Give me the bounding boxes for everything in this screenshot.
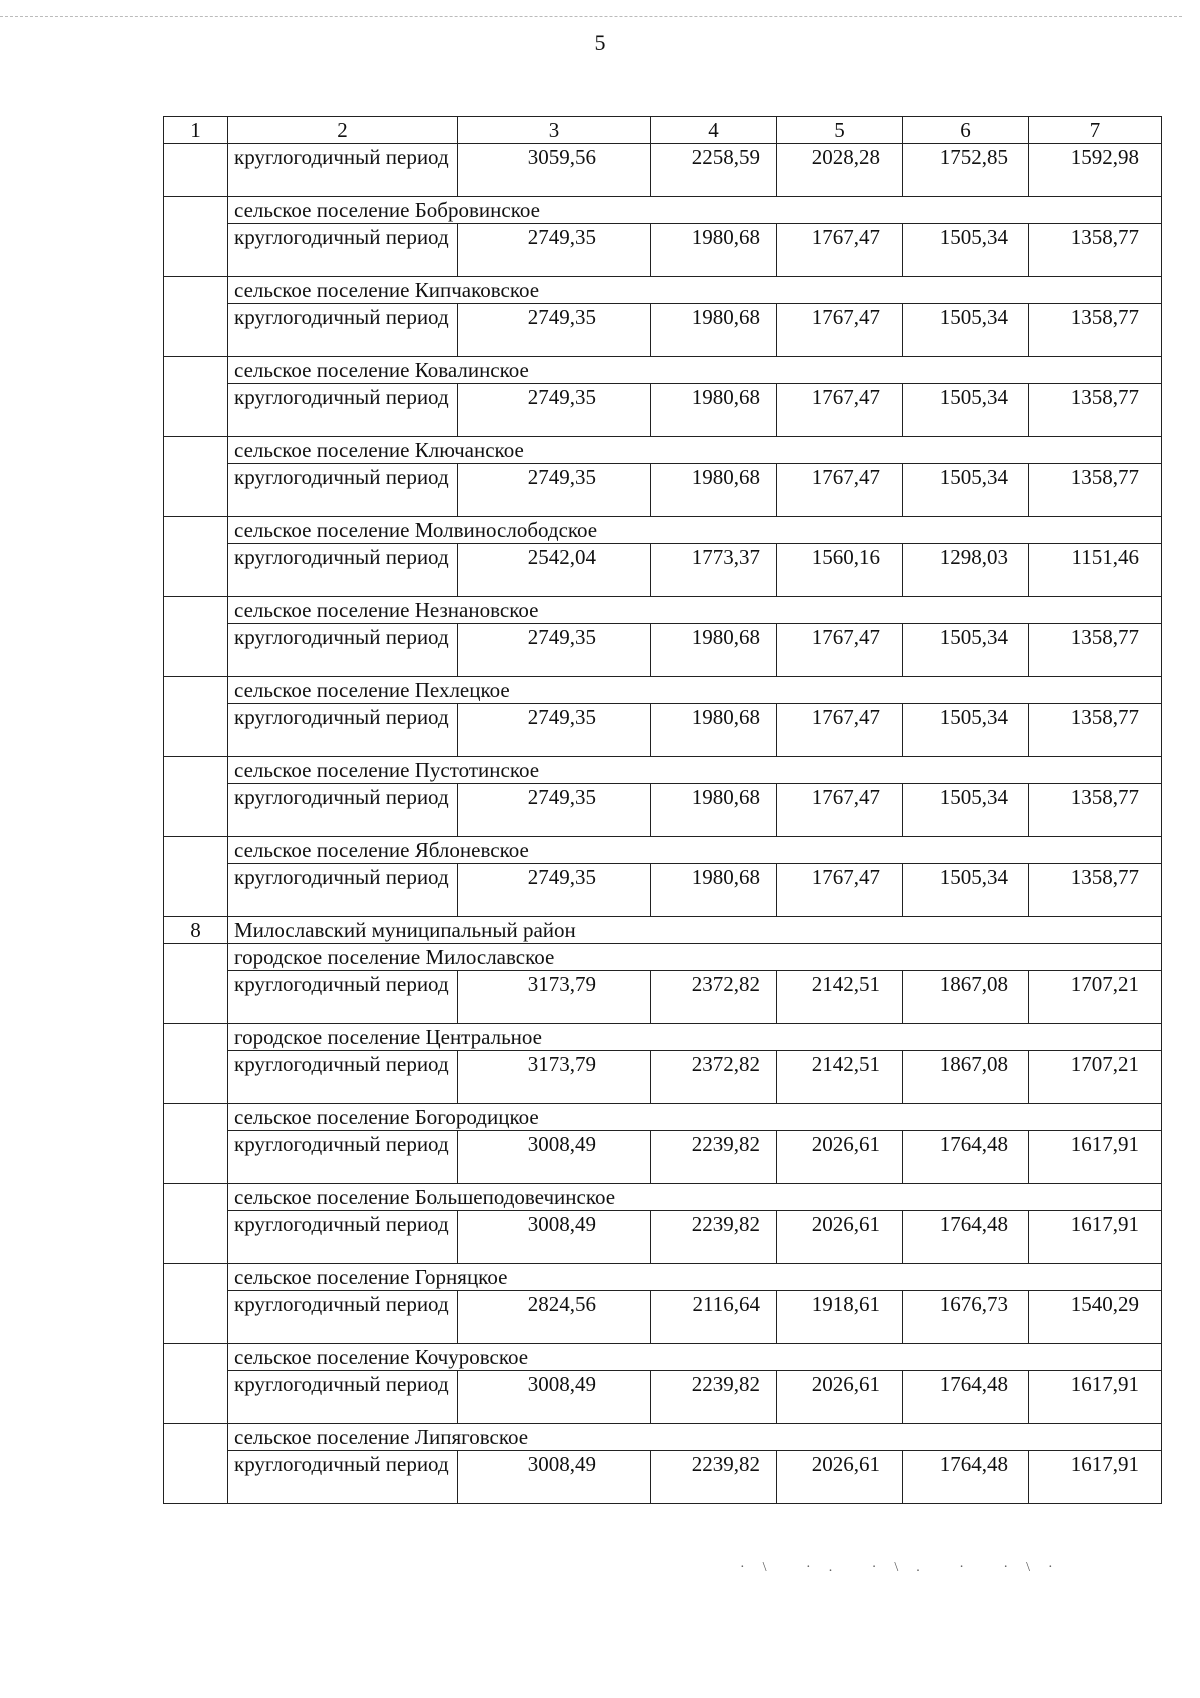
settlement-row — [164, 597, 1162, 624]
index-cell — [164, 277, 228, 357]
index-cell — [164, 1424, 228, 1504]
period-label: круглогодичный период — [228, 624, 458, 677]
value-cell: 1764,48 — [903, 1371, 1029, 1424]
value-cell: 1358,77 — [1029, 384, 1162, 437]
index-cell — [164, 1184, 228, 1264]
settlement-row — [164, 437, 1162, 464]
value-cell: 1767,47 — [777, 624, 903, 677]
value-cell: 2542,04 — [458, 544, 651, 597]
value-cell: 3008,49 — [458, 1371, 651, 1424]
period-label: круглогодичный период — [228, 1291, 458, 1344]
settlement-row — [164, 1424, 1162, 1451]
settlement-row — [164, 1104, 1162, 1131]
index-cell — [164, 837, 228, 917]
period-label: круглогодичный период — [228, 384, 458, 437]
value-cell: 2142,51 — [777, 1051, 903, 1104]
table-row — [164, 784, 1162, 837]
value-cell: 1867,08 — [903, 1051, 1029, 1104]
value-cell: 1617,91 — [1029, 1451, 1162, 1504]
value-cell: 1707,21 — [1029, 971, 1162, 1024]
header-cell: 2 — [228, 117, 458, 144]
value-cell: 1707,21 — [1029, 1051, 1162, 1104]
value-cell: 1980,68 — [651, 304, 777, 357]
settlement-name: сельское поселение Молвинослободское — [228, 517, 1162, 544]
district-index: 8 — [164, 917, 228, 944]
tariff-table — [163, 116, 1162, 1504]
index-cell — [164, 1024, 228, 1104]
settlement-name: сельское поселение Горняцкое — [228, 1264, 1162, 1291]
value-cell: 1358,77 — [1029, 704, 1162, 757]
value-cell: 1540,29 — [1029, 1291, 1162, 1344]
value-cell: 2026,61 — [777, 1211, 903, 1264]
settlement-name: городское поселение Милославское — [228, 944, 1162, 971]
value-cell: 1505,34 — [903, 224, 1029, 277]
table-row — [164, 1451, 1162, 1504]
table-row — [164, 1051, 1162, 1104]
value-cell: 1773,37 — [651, 544, 777, 597]
district-row — [164, 917, 1162, 944]
value-cell: 2026,61 — [777, 1371, 903, 1424]
table-row — [164, 624, 1162, 677]
table-row — [164, 971, 1162, 1024]
settlement-name: сельское поселение Кипчаковское — [228, 277, 1162, 304]
district-name: Милославский муниципальный район — [228, 917, 1162, 944]
table-row — [164, 544, 1162, 597]
table-row — [164, 144, 1162, 197]
value-cell: 2749,35 — [458, 224, 651, 277]
value-cell: 2749,35 — [458, 704, 651, 757]
settlement-row — [164, 517, 1162, 544]
value-cell: 1505,34 — [903, 464, 1029, 517]
index-cell — [164, 757, 228, 837]
value-cell: 2749,35 — [458, 864, 651, 917]
value-cell: 1767,47 — [777, 464, 903, 517]
settlement-row — [164, 677, 1162, 704]
settlement-row — [164, 357, 1162, 384]
period-label: круглогодичный период — [228, 304, 458, 357]
table-row — [164, 864, 1162, 917]
header-cell: 5 — [777, 117, 903, 144]
index-cell — [164, 437, 228, 517]
period-label: круглогодичный период — [228, 224, 458, 277]
value-cell: 1918,61 — [777, 1291, 903, 1344]
value-cell: 2239,82 — [651, 1131, 777, 1184]
value-cell: 1358,77 — [1029, 864, 1162, 917]
settlement-name: сельское поселение Пехлецкое — [228, 677, 1162, 704]
value-cell: 3008,49 — [458, 1451, 651, 1504]
value-cell: 3059,56 — [458, 144, 651, 197]
settlement-name: сельское поселение Яблоневское — [228, 837, 1162, 864]
value-cell: 3008,49 — [458, 1131, 651, 1184]
index-cell — [164, 197, 228, 277]
value-cell: 1767,47 — [777, 224, 903, 277]
period-label: круглогодичный период — [228, 784, 458, 837]
value-cell: 1505,34 — [903, 784, 1029, 837]
table-row — [164, 304, 1162, 357]
value-cell: 1980,68 — [651, 384, 777, 437]
value-cell: 1592,98 — [1029, 144, 1162, 197]
value-cell: 1298,03 — [903, 544, 1029, 597]
table-row — [164, 1211, 1162, 1264]
value-cell: 1764,48 — [903, 1211, 1029, 1264]
value-cell: 2239,82 — [651, 1451, 777, 1504]
value-cell: 1358,77 — [1029, 224, 1162, 277]
value-cell: 3173,79 — [458, 1051, 651, 1104]
table-row — [164, 464, 1162, 517]
value-cell: 1358,77 — [1029, 784, 1162, 837]
value-cell: 2372,82 — [651, 971, 777, 1024]
value-cell: 1617,91 — [1029, 1371, 1162, 1424]
period-label: круглогодичный период — [228, 1051, 458, 1104]
settlement-name: городское поселение Центральное — [228, 1024, 1162, 1051]
settlement-row — [164, 1024, 1162, 1051]
table-row — [164, 1291, 1162, 1344]
settlement-name: сельское поселение Бобровинское — [228, 197, 1162, 224]
value-cell: 2026,61 — [777, 1131, 903, 1184]
value-cell: 1764,48 — [903, 1451, 1029, 1504]
header-cell: 1 — [164, 117, 228, 144]
value-cell: 1752,85 — [903, 144, 1029, 197]
value-cell: 1767,47 — [777, 784, 903, 837]
settlement-row — [164, 1264, 1162, 1291]
settlement-row — [164, 1184, 1162, 1211]
value-cell: 2028,28 — [777, 144, 903, 197]
value-cell: 3008,49 — [458, 1211, 651, 1264]
value-cell: 1505,34 — [903, 704, 1029, 757]
index-cell — [164, 517, 228, 597]
value-cell: 2749,35 — [458, 624, 651, 677]
value-cell: 1764,48 — [903, 1131, 1029, 1184]
settlement-name: сельское поселение Липяговское — [228, 1424, 1162, 1451]
value-cell: 2372,82 — [651, 1051, 777, 1104]
value-cell: 1980,68 — [651, 864, 777, 917]
value-cell: 1980,68 — [651, 224, 777, 277]
settlement-name: сельское поселение Кочуровское — [228, 1344, 1162, 1371]
settlement-name: сельское поселение Большеподовечинское — [228, 1184, 1162, 1211]
value-cell: 2749,35 — [458, 784, 651, 837]
value-cell: 1980,68 — [651, 784, 777, 837]
period-label: круглогодичный период — [228, 1451, 458, 1504]
value-cell: 1151,46 — [1029, 544, 1162, 597]
scan-top-edge — [0, 16, 1182, 17]
settlement-name: сельское поселение Пустотинское — [228, 757, 1162, 784]
table-row — [164, 224, 1162, 277]
period-label: круглогодичный период — [228, 1131, 458, 1184]
settlement-row — [164, 837, 1162, 864]
settlement-row — [164, 757, 1162, 784]
value-cell: 2239,82 — [651, 1211, 777, 1264]
value-cell: 1505,34 — [903, 384, 1029, 437]
settlement-row — [164, 197, 1162, 224]
value-cell: 2258,59 — [651, 144, 777, 197]
value-cell: 1767,47 — [777, 304, 903, 357]
table-row — [164, 384, 1162, 437]
value-cell: 1358,77 — [1029, 304, 1162, 357]
value-cell: 1867,08 — [903, 971, 1029, 1024]
value-cell: 2142,51 — [777, 971, 903, 1024]
value-cell: 1767,47 — [777, 704, 903, 757]
value-cell: 2239,82 — [651, 1371, 777, 1424]
table-row — [164, 1371, 1162, 1424]
value-cell: 2026,61 — [777, 1451, 903, 1504]
index-cell — [164, 1104, 228, 1184]
value-cell: 1980,68 — [651, 624, 777, 677]
value-cell: 1505,34 — [903, 864, 1029, 917]
settlement-name: сельское поселение Ключанское — [228, 437, 1162, 464]
value-cell: 1617,91 — [1029, 1211, 1162, 1264]
scan-noise: ·\ ·. ·\. · ·\· — [740, 1560, 1071, 1575]
header-cell: 7 — [1029, 117, 1162, 144]
value-cell: 2116,64 — [651, 1291, 777, 1344]
settlement-row — [164, 944, 1162, 971]
period-label: круглогодичный период — [228, 864, 458, 917]
period-label: круглогодичный период — [228, 704, 458, 757]
value-cell: 2749,35 — [458, 384, 651, 437]
value-cell: 2749,35 — [458, 464, 651, 517]
settlement-row — [164, 277, 1162, 304]
tariff-table-body — [164, 117, 1162, 1504]
value-cell: 1560,16 — [777, 544, 903, 597]
index-cell — [164, 1344, 228, 1424]
period-label: круглогодичный период — [228, 971, 458, 1024]
header-cell: 4 — [651, 117, 777, 144]
value-cell: 1358,77 — [1029, 464, 1162, 517]
value-cell: 1505,34 — [903, 624, 1029, 677]
settlement-name: сельское поселение Ковалинское — [228, 357, 1162, 384]
header-cell: 6 — [903, 117, 1029, 144]
period-label: круглогодичный период — [228, 1371, 458, 1424]
period-label: круглогодичный период — [228, 144, 458, 197]
table-header-row — [164, 117, 1162, 144]
value-cell: 2824,56 — [458, 1291, 651, 1344]
value-cell: 1617,91 — [1029, 1131, 1162, 1184]
period-label: круглогодичный период — [228, 544, 458, 597]
settlement-name: сельское поселение Незнановское — [228, 597, 1162, 624]
value-cell: 1980,68 — [651, 464, 777, 517]
page-number: 5 — [594, 30, 606, 55]
value-cell: 3173,79 — [458, 971, 651, 1024]
index-cell — [164, 357, 228, 437]
index-cell — [164, 944, 228, 1024]
period-label: круглогодичный период — [228, 464, 458, 517]
value-cell: 1980,68 — [651, 704, 777, 757]
index-cell — [164, 1264, 228, 1344]
value-cell: 1505,34 — [903, 304, 1029, 357]
value-cell: 1676,73 — [903, 1291, 1029, 1344]
settlement-name: сельское поселение Богородицкое — [228, 1104, 1162, 1131]
table-row — [164, 704, 1162, 757]
value-cell: 2749,35 — [458, 304, 651, 357]
index-cell — [164, 597, 228, 677]
value-cell: 1358,77 — [1029, 624, 1162, 677]
table-row — [164, 1131, 1162, 1184]
value-cell: 1767,47 — [777, 384, 903, 437]
header-cell: 3 — [458, 117, 651, 144]
settlement-row — [164, 1344, 1162, 1371]
index-cell — [164, 144, 228, 197]
value-cell: 1767,47 — [777, 864, 903, 917]
period-label: круглогодичный период — [228, 1211, 458, 1264]
index-cell — [164, 677, 228, 757]
